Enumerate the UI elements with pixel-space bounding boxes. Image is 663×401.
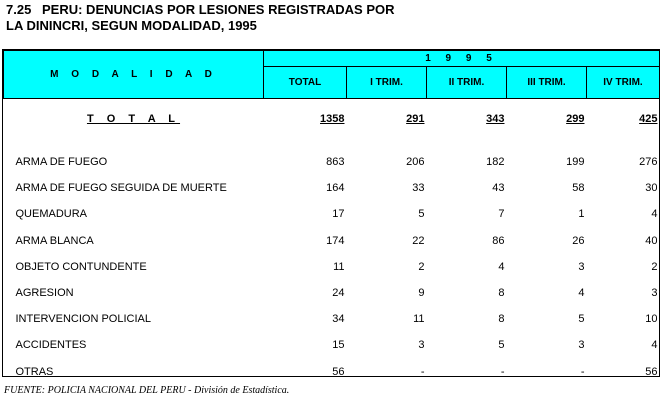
total-value: 343: [486, 113, 505, 125]
total-value: 1358: [320, 113, 345, 125]
row-value: 174: [326, 234, 345, 247]
row-label: ACCIDENTES: [15, 339, 87, 352]
data-table-frame: [2, 49, 660, 377]
row-value: 3: [418, 339, 425, 352]
row-label: QUEMADURA: [15, 208, 88, 221]
row-value: 199: [566, 156, 585, 169]
row-value: 30: [645, 182, 658, 195]
row-value: 3: [651, 287, 658, 300]
header-year: 1 9 9 5: [264, 51, 660, 67]
row-value: 4: [651, 208, 658, 221]
header-col-total: TOTAL: [264, 67, 347, 99]
data-table: [3, 50, 660, 385]
row-value: 1: [578, 208, 585, 221]
row-value: 33: [412, 182, 425, 195]
row-value: 5: [418, 208, 425, 221]
total-value: 299: [566, 113, 585, 125]
table-number: 7.25: [6, 2, 32, 17]
row-value: 24: [332, 287, 345, 300]
row-value: 15: [332, 339, 345, 352]
header-col-q3: III TRIM.: [507, 67, 587, 99]
total-row: [4, 99, 660, 140]
title-text-1: PERU: DENUNCIAS POR LESIONES REGISTRADAS POR: [42, 2, 395, 17]
row-value: 2: [418, 260, 425, 273]
table-row: [4, 332, 660, 358]
row-value: 5: [498, 339, 505, 352]
row-value: 182: [486, 156, 505, 169]
row-label: ARMA BLANCA: [15, 234, 94, 247]
row-value: 164: [326, 182, 345, 195]
row-value: 8: [498, 287, 505, 300]
row-value: 276: [639, 156, 658, 169]
row-label: ARMA DE FUEGO SEGUIDA DE MUERTE: [15, 182, 227, 195]
total-value: 425: [639, 113, 658, 125]
header-modalidad: M O D A L I D A D: [4, 51, 264, 99]
table-row: [4, 280, 660, 306]
row-label: ARMA DE FUEGO: [15, 156, 108, 169]
row-value: 2: [651, 260, 658, 273]
source-note: FUENTE: POLICIA NACIONAL DEL PERU - División de Estadística.: [4, 385, 290, 396]
row-value: 22: [412, 234, 425, 247]
row-value: 4: [651, 339, 658, 352]
table-row: [4, 254, 660, 280]
page-title: [6, 2, 395, 34]
row-value: 40: [645, 234, 658, 247]
table-row: [4, 306, 660, 332]
row-value: 10: [645, 313, 658, 326]
spacer-row: [4, 139, 660, 149]
row-value: 56: [332, 365, 345, 378]
row-value: 206: [406, 156, 425, 169]
row-value: 43: [492, 182, 505, 195]
row-value: 3: [578, 339, 585, 352]
row-value: 56: [645, 365, 658, 378]
row-value: 17: [332, 208, 345, 221]
row-label: OBJETO CONTUNDENTE: [15, 260, 147, 273]
header-col-q1: I TRIM.: [347, 67, 427, 99]
title-line-2: LA DININCRI, SEGUN MODALIDAD, 1995: [6, 18, 257, 33]
row-value: -: [580, 365, 585, 378]
row-value: 5: [578, 313, 585, 326]
row-value: 7: [498, 208, 505, 221]
total-label: T O T A L: [86, 113, 181, 125]
row-value: 58: [572, 182, 585, 195]
table-row: [4, 228, 660, 254]
row-value: -: [420, 365, 425, 378]
row-value: 11: [413, 313, 425, 326]
row-value: 26: [572, 234, 585, 247]
row-value: 8: [498, 313, 505, 326]
row-label: OTRAS: [15, 365, 54, 378]
row-value: 86: [492, 234, 505, 247]
row-value: 11: [333, 260, 345, 273]
total-value: 291: [406, 113, 425, 125]
table-row: [4, 175, 660, 201]
header-col-q4: IV TRIM.: [587, 67, 660, 99]
row-value: 9: [418, 287, 425, 300]
table-row: [4, 201, 660, 227]
row-label: AGRESION: [15, 287, 74, 300]
row-value: 3: [578, 260, 585, 273]
table-row: [4, 359, 660, 385]
table-row: [4, 149, 660, 175]
row-value: 4: [498, 260, 505, 273]
row-value: -: [500, 365, 505, 378]
row-value: 863: [326, 156, 345, 169]
row-label: INTERVENCION POLICIAL: [15, 313, 151, 326]
title-line-1: [6, 2, 395, 18]
header-col-q2: II TRIM.: [427, 67, 507, 99]
row-value: 34: [332, 313, 345, 326]
row-value: 4: [578, 287, 585, 300]
